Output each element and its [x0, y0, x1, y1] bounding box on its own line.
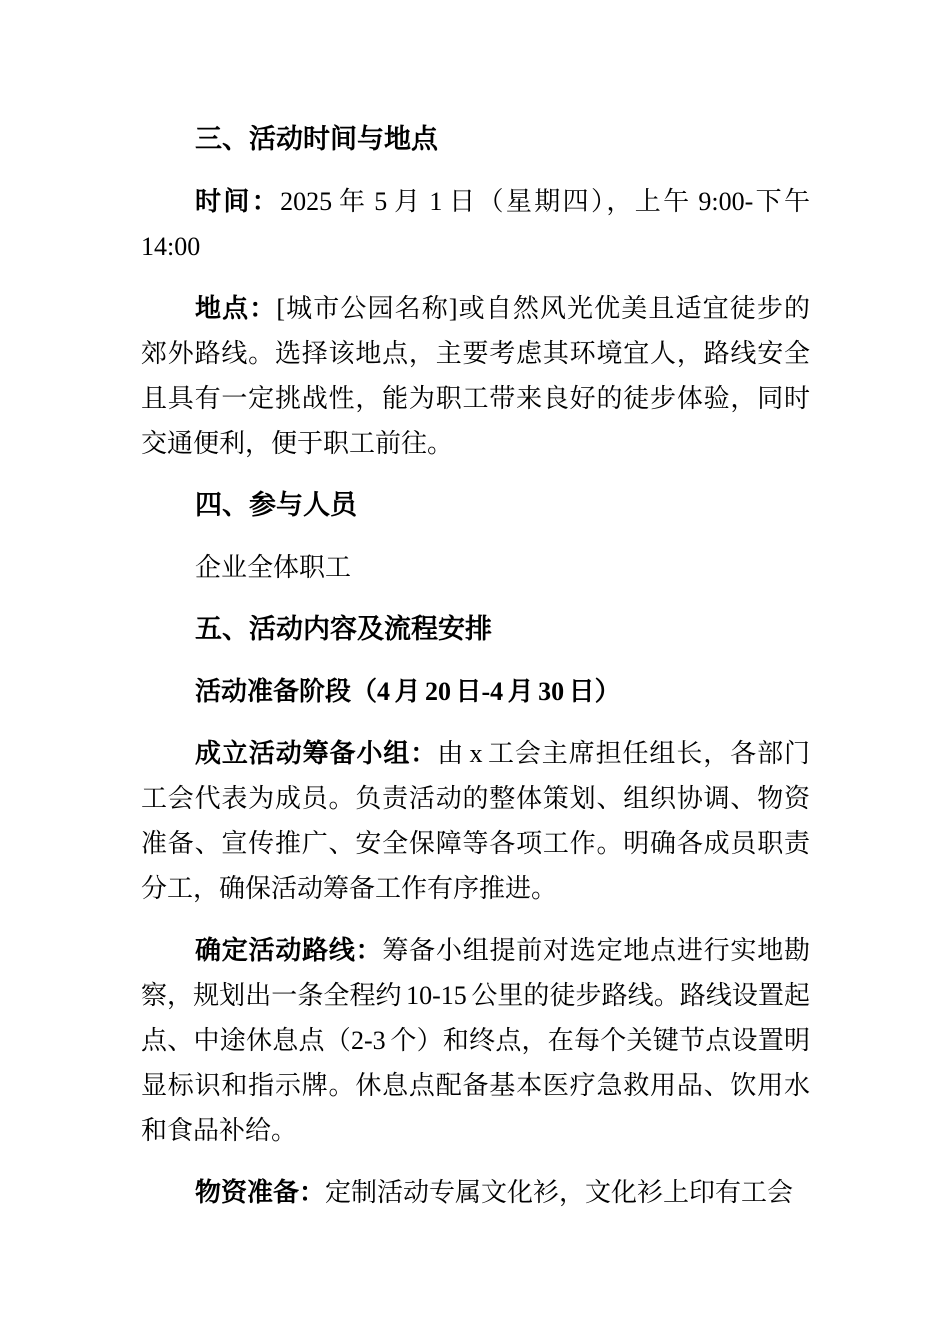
text-run: 企业全体职工	[195, 553, 352, 582]
text-run: 活动准备阶段（4 月 20 日-4 月 30 日）	[195, 677, 621, 706]
text-run: 确定活动路线：	[195, 936, 383, 965]
text-run: [城市公园名称]或自然风光优美且适宜徒步的郊外路线。选择该地点，主要考虑其环境宜人，路线安全且具有一定挑战性，能为职工带来良好的徒步体验，同时交通便利，便于职工前往。	[141, 294, 810, 458]
text-run: 成立活动筹备小组：	[195, 739, 438, 768]
text-run: 五、活动内容及流程安排	[195, 614, 492, 644]
paragraph-time	[141, 179, 810, 269]
section-heading-3	[141, 117, 810, 162]
text-run: 物资准备：	[195, 1178, 326, 1207]
paragraph-supplies	[141, 1170, 810, 1215]
section-heading-5	[141, 607, 810, 652]
text-run: 三、活动时间与地点	[195, 124, 438, 154]
paragraph-preparation-stage	[141, 669, 810, 714]
paragraph-location	[141, 286, 810, 466]
text-run: 2025 年 5 月 1 日（星期四），上午 9:00-下午 14:00	[141, 187, 810, 261]
text-run: 地点：	[195, 294, 277, 323]
section-heading-4	[141, 483, 810, 528]
paragraph-setup-team	[141, 731, 810, 911]
text-run: 四、参与人员	[195, 490, 357, 520]
paragraph-route	[141, 928, 810, 1153]
text-run: 筹备小组提前对选定地点进行实地勘察，规划出一条全程约 10-15 公里的徒步路线。路线设置起点、中途休息点（2-3 个）和终点，在每个关键节点设置明显标识和指示牌。休息点配备基本医疗急救用品、饮用水和食品补给。	[141, 936, 810, 1145]
text-run: 时间：	[195, 187, 281, 216]
text-run: 定制活动专属文化衫，文化衫上印有工会	[325, 1178, 794, 1207]
paragraph-participants	[141, 545, 810, 590]
text-run: 由 x 工会主席担任组长，各部门工会代表为成员。负责活动的整体策划、组织协调、物资准备、宣传推广、安全保障等各项工作。明确各成员职责分工，确保活动筹备工作有序推进。	[141, 739, 810, 903]
